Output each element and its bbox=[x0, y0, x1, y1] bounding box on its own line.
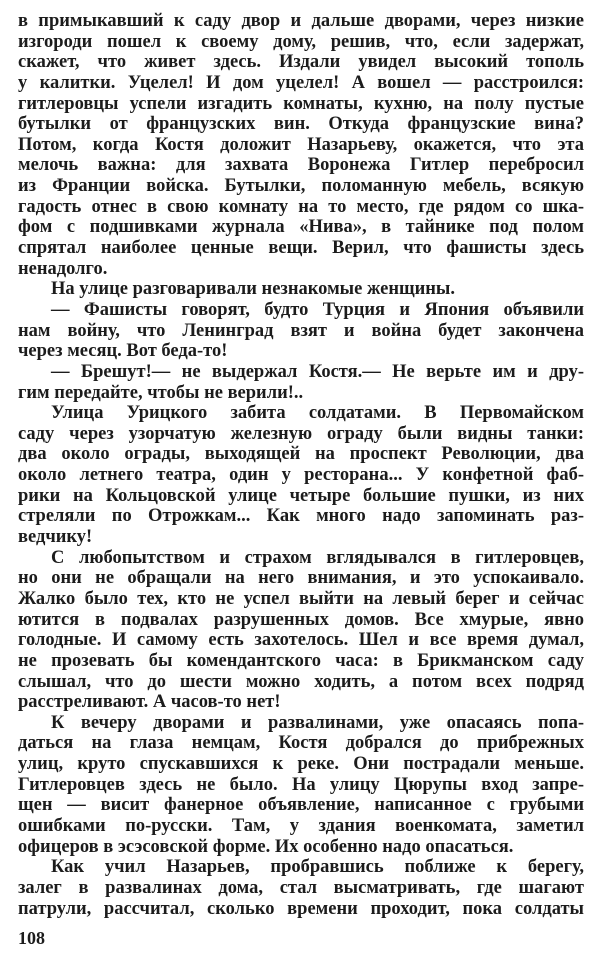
paragraph bbox=[18, 362, 584, 403]
text-line: около летнего театра, один у ресторана... У конфетной фаб- bbox=[18, 465, 584, 486]
text-line: бутылки от французских вин. Откуда французские вина? bbox=[18, 114, 584, 135]
text-line: нам войну, что Ленинград взят и война будет закончена bbox=[18, 320, 584, 341]
text-line: расстреливают. А часов-то нет! bbox=[18, 692, 281, 713]
text-line: изгороди пошел к своему дому, решив, что, если задержат, bbox=[18, 31, 584, 52]
text-line: На улице разговаривали незнакомые женщины. bbox=[51, 279, 456, 300]
text-line: Гитлеровцев здесь не было. На улицу Цюрупы вход запре- bbox=[18, 774, 584, 795]
text-line: гим передайте, чтобы не верили!.. bbox=[18, 382, 304, 403]
text-line: — Фашисты говорят, будто Турция и Япония объявили bbox=[51, 299, 584, 320]
text-line: скажет, что живет здесь. Издали увидел высокий тополь bbox=[18, 52, 584, 73]
paragraph bbox=[18, 713, 584, 857]
paragraph bbox=[18, 403, 584, 547]
text-line: щен — висит фанерное объявление, написанное с грубыми bbox=[18, 795, 584, 816]
text-line: Улица Урицкого забита солдатами. В Первомайском bbox=[51, 403, 584, 424]
page-number: 108 bbox=[18, 928, 45, 948]
book-page-text bbox=[18, 11, 584, 919]
text-line: ютится в подвалах разрушенных домов. Все хмурые, явно bbox=[18, 609, 584, 630]
text-line: из Франции войска. Бутылки, поломанную мебель, всякую bbox=[18, 176, 584, 197]
text-line: гитлеровцы успели изгадить комнаты, кухню, на полу пустые bbox=[18, 93, 584, 114]
text-line: Жалко было тех, кто не успел выйти на левый берег и сейчас bbox=[18, 588, 584, 609]
text-line: саду через узорчатую железную ограду были видны танки: bbox=[18, 423, 584, 444]
text-line: ведчику! bbox=[18, 527, 93, 548]
text-line: гадость отнес в свою комнату на то место, где рядом со шка- bbox=[18, 196, 584, 217]
text-line: два около ограды, выходящей на проспект Революции, два bbox=[18, 444, 584, 465]
text-line: ненадолго. bbox=[18, 258, 108, 279]
text-line: но они не обращали на него внимания, и это успокаивало. bbox=[18, 568, 584, 589]
paragraph bbox=[18, 11, 584, 279]
text-line: ошибками по-русски. Там, у здания военкомата, заметил bbox=[18, 815, 584, 836]
text-line: мелочь важна: для захвата Воронежа Гитлер перебросил bbox=[18, 155, 584, 176]
text-line: через месяц. Вот беда-то! bbox=[18, 341, 228, 362]
text-line: фом с подшивками журнала «Нива», в тайнике под полом bbox=[18, 217, 584, 238]
text-line: стреляли по Отрожкам... Как много надо запоминать раз- bbox=[18, 506, 584, 527]
text-line: в примыкавший к саду двор и дальше дворами, через низкие bbox=[18, 11, 584, 31]
text-line: рики на Кольцовской улице четыре большие пушки, из них bbox=[18, 485, 584, 506]
text-line: С любопытством и страхом вглядывался в гитлеровцев, bbox=[51, 547, 584, 568]
paragraph bbox=[18, 857, 584, 919]
text-line: залег в развалинах дома, стал высматривать, где шагают bbox=[18, 877, 584, 898]
text-line: слышал, что до шести можно ходить, а потом всех подряд bbox=[18, 671, 584, 692]
text-line: патрули, рассчитал, сколько времени проходит, пока солдаты bbox=[18, 898, 584, 919]
text-line: спрятал наиболее ценные вещи. Верил, что фашисты здесь bbox=[18, 238, 584, 259]
text-line: Потом, когда Костя доложит Назарьеву, окажется, что эта bbox=[18, 134, 584, 155]
text-line: улиц, круто спускавшихся к реке. Они пострадали меньше. bbox=[18, 754, 584, 775]
text-line: Как учил Назарьев, пробравшись поближе к берегу, bbox=[51, 857, 584, 878]
text-line: не прозевать бы комендантского часа: в Брикманском саду bbox=[18, 650, 584, 671]
text-line: даться на глаза немцам, Костя добрался до прибрежных bbox=[18, 733, 584, 754]
text-line: голодные. И самому есть захотелось. Шел и все время думал, bbox=[18, 630, 584, 651]
paragraph bbox=[18, 300, 584, 362]
text-line: — Брешут!— не выдержал Костя.— Не верьте им и дру- bbox=[51, 361, 584, 382]
paragraph bbox=[18, 279, 584, 300]
paragraph bbox=[18, 548, 584, 713]
text-line: у калитки. Уцелел! И дом уцелел! А вошел — расстроился: bbox=[18, 72, 584, 93]
text-line: К вечеру дворами и развалинами, уже опасаясь попа- bbox=[51, 712, 584, 733]
text-line: офицеров в эсэсовской форме. Их особенно надо опасаться. bbox=[18, 836, 514, 857]
